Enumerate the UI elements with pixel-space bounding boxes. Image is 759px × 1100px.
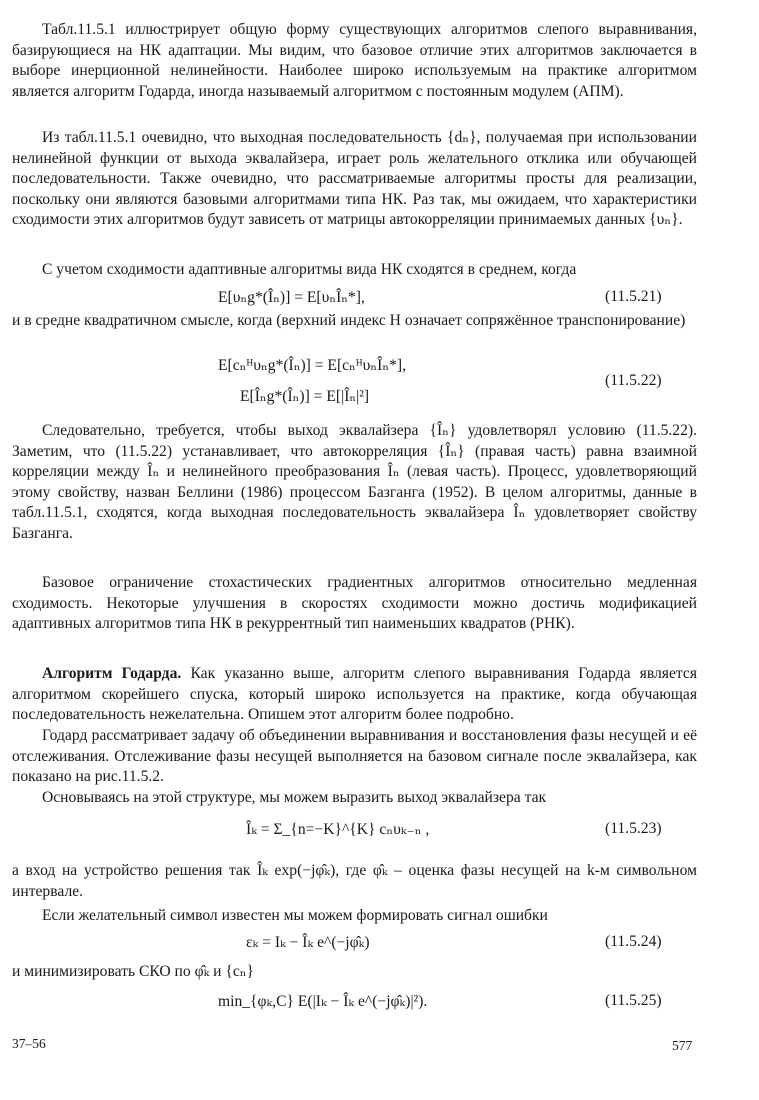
equation-number-22: (11.5.22)	[605, 372, 662, 389]
paragraph-2: Из табл.11.5.1 очевидно, что выходная последовательность {dₙ}, получаемая при использовании нелинейной функции от выхода эквалайзера, играет роль желательного отклика или обучающей последовательности. Также очевидно, что рассматриваемые алгоритмы просты для реализации, поскольку они являются базовыми алгоритмами типа НК. Раз так, мы ожидаем, что характеристики сходимости этих алгоритмов будут зависеть от матрицы автокорреляции принимаемых данных {υₙ}.	[12, 129, 697, 228]
equation-number-23: (11.5.23)	[605, 820, 662, 837]
paragraph-5: Следовательно, требуется, чтобы выход эквалайзера {Îₙ} удовлетворял условию (11.5.22). Заметим, что (11.5.22) устанавливает, что автокорреляция {Îₙ} (правая часть) равна взаимной корреляции между Îₙ и нелинейного преобразования Îₙ (левая часть). Процесс, удовлетворяющий этому свойству, назван Беллини (1986) процессом Базганга (1952). В целом алгоритмы, данные в табл.11.5.1, сходятся, когда выходная последовательность эквалайзера Îₙ удовлетворяет свойству Базганга.	[12, 422, 697, 542]
equation-11-5-24: εₖ = Iₖ − Îₖ e^(−jφ̂ₖ)	[246, 934, 370, 951]
paragraph-12: и минимизировать СКО по φ̂ₖ и {cₙ}	[12, 963, 255, 980]
equation-number-25: (11.5.25)	[605, 992, 662, 1009]
paragraph-8: Годард рассматривает задачу об объединении выравнивания и восстановления фазы несущей и её отслеживания. Отслеживание фазы несущей выполняется на базовом сигнале после эквалайзера, как показано на рис.11.5.2.	[12, 727, 697, 785]
paragraph-9: Основываясь на этой структуре, мы можем выразить выход эквалайзера так	[42, 789, 547, 806]
paragraph-3: С учетом сходимости адаптивные алгоритмы вида НК сходятся в среднем, когда	[42, 261, 577, 278]
paragraph-11: Если желательный символ известен мы можем формировать сигнал ошибки	[42, 907, 548, 924]
paragraph-6: Базовое ограничение стохастических градиентных алгоритмов относительно медленная сходимость. Некоторые улучшения в скоростях сходимости можно достичь модификацией адаптивных алгоритмов типа НК в рекуррентный тип наименьших квадратов (РНК).	[12, 574, 697, 632]
equation-11-5-23: Îₖ = Σ_{n=−K}^{K} cₙυₖ₋ₙ ,	[246, 821, 430, 838]
equation-11-5-21: E[υₙg*(Îₙ)] = E[υₙÎₙ*],	[218, 289, 365, 306]
godard-algorithm-heading: Алгоритм Годарда.	[42, 665, 182, 682]
page-number: 577	[672, 1038, 693, 1053]
equation-11-5-22-line-1: E[cₙᴴυₙg*(Îₙ)] = E[cₙᴴυₙÎₙ*],	[218, 357, 406, 374]
equation-number-21: (11.5.21)	[605, 288, 662, 305]
equation-11-5-22-line-2: E[Îₙg*(Îₙ)] = E[|Îₙ|²]	[240, 388, 370, 405]
paragraph-4: и в средне квадратичном смысле, когда (верхний индекс H означает сопряжённое транспонирование)	[12, 312, 686, 329]
paragraph-10: а вход на устройство решения так Îₖ exp(−jφ̂ₖ), где φ̂ₖ – оценка фазы несущей на k-м символьном интервале.	[12, 862, 697, 900]
paragraph-7	[12, 664, 697, 726]
equation-11-5-25: min_{φₖ,C} E(|Iₖ − Îₖ e^(−jφ̂ₖ)|²).	[218, 993, 428, 1010]
paragraph-7-body: Как указанно выше, алгоритм слепого выравнивания Годарда является алгоритмом скорейшего спуска, который широко используется на практике, когда обучающая последовательность нежелательна. Опишем этот алгоритм более подробно.	[12, 665, 697, 723]
footer-left-code: 37–56	[12, 1036, 46, 1051]
paragraph-1: Табл.11.5.1 иллюстрирует общую форму существующих алгоритмов слепого выравнивания, базирующиеся на НК адаптации. Мы видим, что базовое отличие этих алгоритмов заключается в выборе инерционной нелинейности. Наиболее широко используемым на практике алгоритмом является алгоритм Годарда, иногда называемый алгоритмом с постоянным модулем (АПМ).	[12, 21, 697, 100]
equation-number-24: (11.5.24)	[605, 933, 662, 950]
